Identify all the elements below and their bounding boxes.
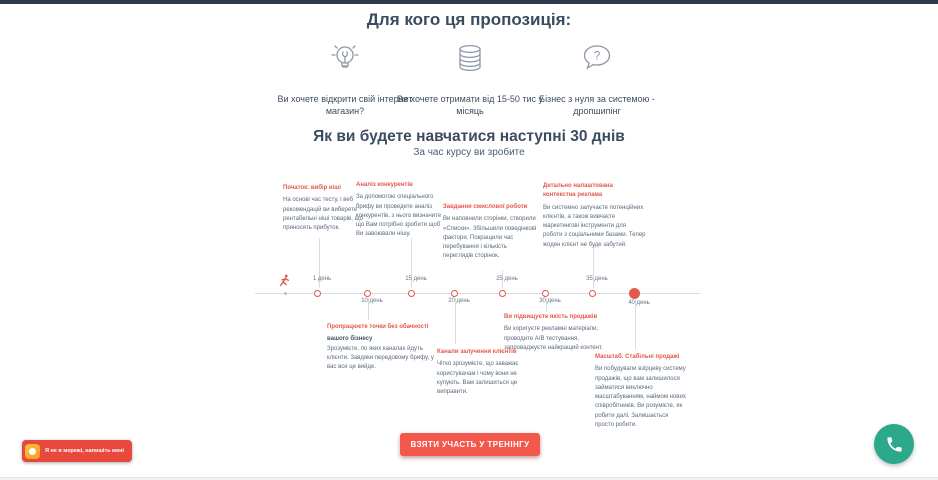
chat-widget-icon: [25, 444, 40, 459]
timeline-marker: [589, 290, 596, 297]
day-label: 30 день: [539, 298, 561, 304]
timeline-marker: [364, 290, 371, 297]
milestone-heading: Канали залучення клієнтів: [437, 349, 517, 355]
audience-caption: Ви хочете отримати від 15-50 тис у місяць: [397, 94, 543, 117]
milestone-block: [443, 203, 538, 262]
phone-icon: [885, 435, 904, 454]
day-label: 25 день: [496, 276, 518, 282]
milestone-heading: Завдання смислової роботи: [443, 204, 528, 210]
milestone-body: Зрозумієте, по яких каналах йдуть клієнти. Завдяки передовому брифу, у вас все це вийде.: [327, 345, 434, 371]
svg-text:?: ?: [593, 48, 601, 63]
chat-widget-button[interactable]: [22, 440, 132, 462]
timeline-marker: [542, 290, 549, 297]
runner-icon: [276, 273, 292, 289]
milestone-body: За допомогою спеціального брифу ви проведете аналіз конкурентів, з нього визначите що Вам потрібно зробити щоб Ви завоювали нішу.: [356, 194, 442, 238]
milestone-block: [543, 182, 646, 250]
lightbulb-icon: [326, 40, 364, 78]
timeline-marker-final: [629, 288, 640, 299]
timeline-marker: [408, 290, 415, 297]
chat-widget-label: Я не в мережі, напишіть мені: [45, 448, 125, 454]
milestone-block: [595, 353, 687, 430]
day-label: 20 день: [448, 298, 470, 304]
day-label: 15 день: [405, 276, 427, 282]
milestone-block: [504, 313, 614, 353]
audience-caption: Ви хочете відкрити свій інтернет магазин?: [277, 94, 413, 117]
milestone-block: [356, 181, 448, 240]
top-bar: [0, 0, 938, 4]
join-training-button[interactable]: ВЗЯТИ УЧАСТЬ У ТРЕНІНГУ: [400, 433, 540, 456]
milestone-heading: Ви підвищуєте якість продажів: [504, 314, 598, 320]
callback-button[interactable]: [874, 424, 914, 464]
milestone-block: [327, 323, 439, 372]
milestone-block: [437, 348, 533, 397]
timeline-connector: [455, 298, 456, 344]
question-bubble-icon: [578, 40, 616, 78]
milestone-body: Ви системно залучаєте потенційних клієнтів, а також вивчаєте маркетингові інструменти для роботи з соціальними базами. Тепер жоден клієнт не буде забутий.: [543, 204, 646, 248]
timeline-marker: [451, 290, 458, 297]
milestone-body: Ви наповнили сторінки, створили «Списки». Збільшили поведінкові фактори. Покращили час перебування і кількість переглядів сторінок.: [443, 216, 537, 260]
milestone-heading: Детально налаштована контекстна реклама: [543, 183, 613, 199]
audience-caption: Бізнес з нуля за системою - дропшипінг: [539, 94, 655, 117]
timeline-marker: [499, 290, 506, 297]
day-label: 1 день: [312, 276, 332, 282]
course-subheading: За час курсу ви зробите: [413, 147, 525, 158]
timeline-start-dot: [284, 292, 287, 295]
milestone-subheading: вашого бізнесу: [327, 336, 373, 343]
day-label: 40 день: [628, 300, 650, 306]
audience-item-dropshipping: [517, 40, 677, 117]
milestone-heading: Масштаб. Стабільні продажі: [595, 354, 680, 360]
milestone-body: На основі час тесту, і веб рекомендацій ви виберете рентабельні ніші товарів, що приносять прибуток.: [283, 197, 363, 232]
coins-icon: [451, 40, 489, 78]
milestone-body: Ви побудували взірцеву систему продажів, що вам залишилося займатися виключно масштабуванням, наймом нових співробітників. Ви розумієте, як робити далі. Залишається просто робити.: [595, 366, 686, 429]
milestone-heading: Початок: вибір ніші: [283, 185, 341, 191]
timeline-marker: [314, 290, 321, 297]
milestone-body: Чітко зрозумієте, що заважає користувачам і чому вони не купують. Вам залишиться це виправити.: [437, 361, 519, 396]
course-heading: Як ви будете навчатися наступні 30 днів: [313, 128, 625, 145]
milestone-body: Ви коригуєте рекламні матеріали, проводите А/В тестування, запроваджуєте найкращий контент.: [504, 326, 603, 351]
milestone-block: [283, 184, 363, 233]
day-label: 35 день: [586, 276, 608, 282]
audience-heading: Для кого ця пропозиція:: [366, 10, 572, 29]
milestone-heading: Аналіз конкурентів: [356, 182, 413, 188]
milestone-heading: Пропрацюєте точки без обачності: [327, 324, 429, 330]
day-label: 10 день: [361, 298, 383, 304]
